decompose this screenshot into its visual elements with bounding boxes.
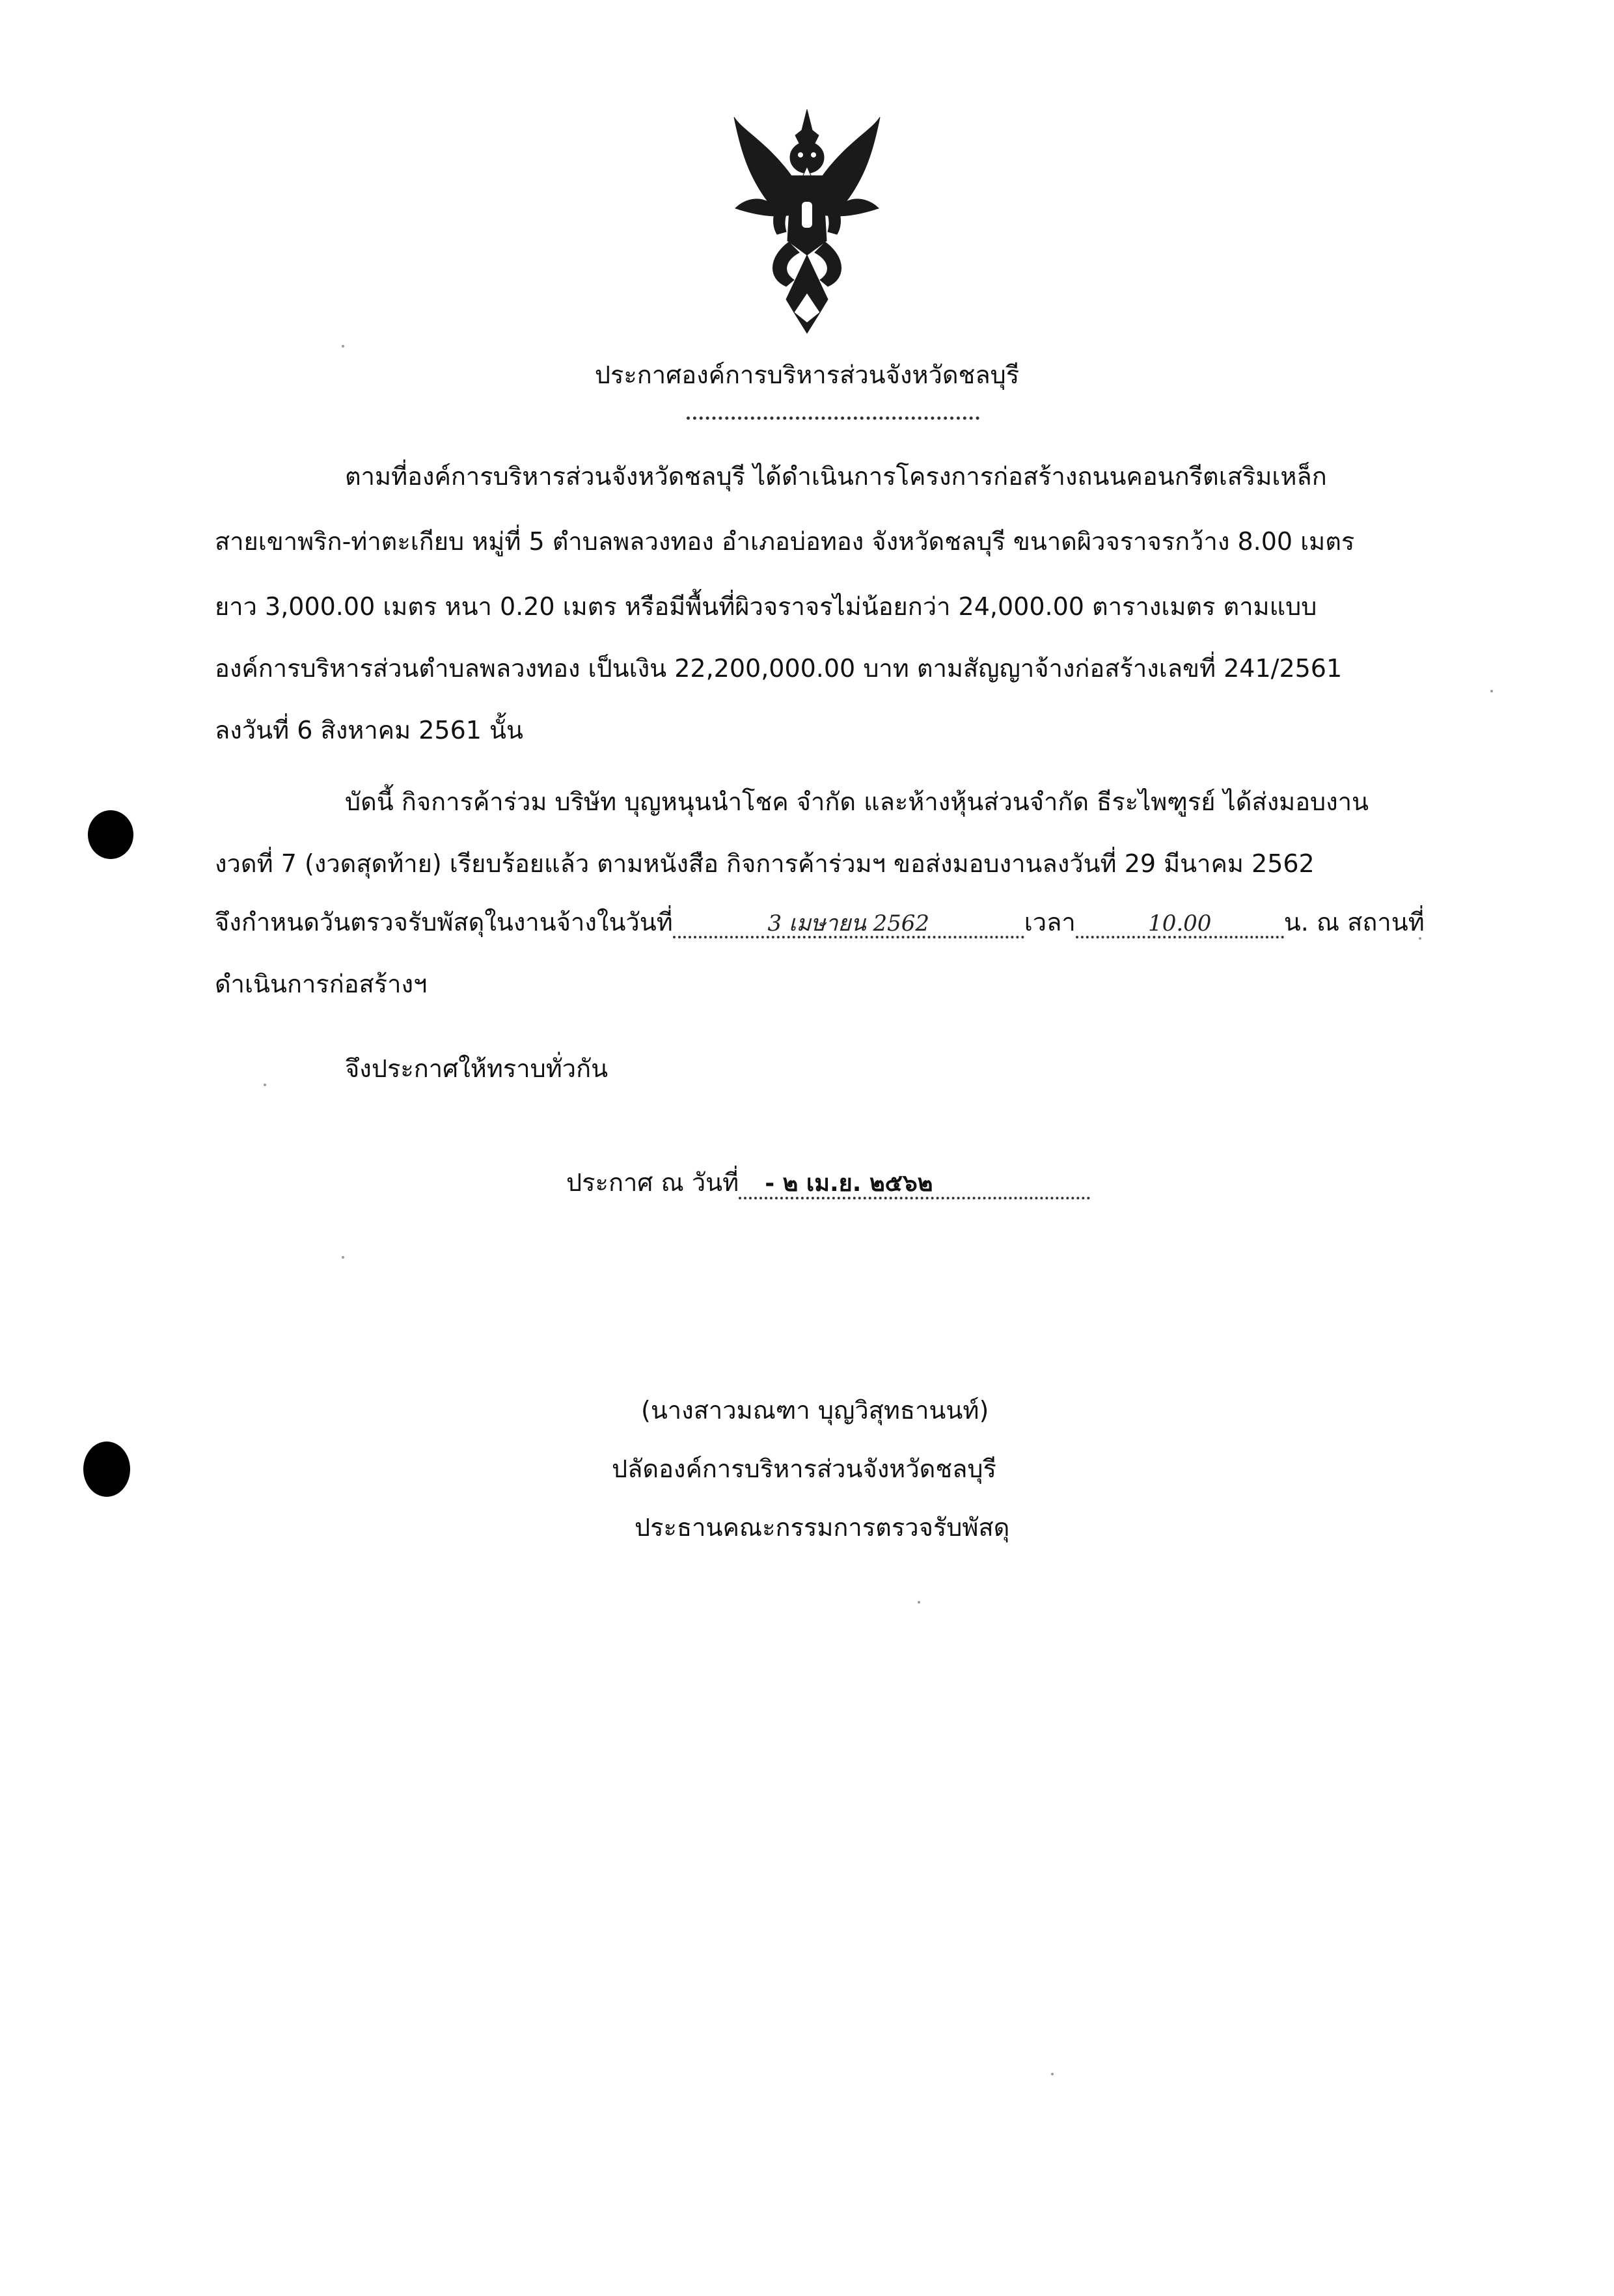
announce-date-stamp: - ๒ เม.ย. ๒๕๖๒ [739, 1171, 1090, 1199]
punch-hole-lower [83, 1442, 130, 1497]
scan-speck [918, 1601, 920, 1604]
inspection-line [215, 908, 1425, 938]
paragraph1-line1: ตามที่องค์การบริหารส่วนจังหวัดชลบุรี ได้ดำเนินการโครงการก่อสร้างถนนคอนกรีตเสริมเหล็ก [345, 462, 1327, 491]
inspection-continuation: ดำเนินการก่อสร้างฯ [215, 970, 428, 998]
scan-speck [1051, 2073, 1054, 2075]
garuda-emblem-icon [729, 104, 885, 338]
scan-speck [342, 345, 344, 348]
paragraph1-line3: ยาว 3,000.00 เมตร หนา 0.20 เมตร หรือมีพื้นที่ผิวจราจรไม่น้อยกว่า 24,000.00 ตารางเมตร ตามแบบ [215, 592, 1317, 621]
inspection-suffix: น. ณ สถานที่ [1283, 908, 1425, 936]
inspection-date-handwritten: 3 เมษายน 2562 [673, 912, 1024, 938]
signatory-name: (นางสาวมณฑา บุญวิสุทธานนท์) [641, 1396, 989, 1425]
paragraph1-line2: สายเขาพริก-ท่าตะเกียบ หมู่ที่ 5 ตำบลพลวงทอง อำเภอบ่อทอง จังหวัดชลบุรี ขนาดผิวจราจรกว้าง 8.00 เมตร [215, 527, 1355, 556]
inspection-time-label: เวลา [1024, 908, 1076, 936]
paragraph1-line5: ลงวันที่ 6 สิงหาคม 2561 นั้น [215, 716, 523, 745]
inspection-prefix: จึงกำหนดวันตรวจรับพัสดุในงานจ้างในวันที่ [215, 908, 673, 936]
scan-speck [1419, 937, 1421, 940]
scan-speck [342, 1256, 344, 1259]
announcement-title: ประกาศองค์การบริหารส่วนจังหวัดชลบุรี [594, 361, 1020, 389]
punch-hole-upper [88, 810, 133, 859]
paragraph2-line2: งวดที่ 7 (งวดสุดท้าย) เรียบร้อยแล้ว ตามหนังสือ กิจการค้าร่วมฯ ขอส่งมอบงานลงวันที่ 29 มีนาคม 2562 [215, 849, 1315, 878]
paragraph2-line1: บัดนี้ กิจการค้าร่วม บริษัท บุญหนุนนำโชค จำกัด และห้างหุ้นส่วนจำกัด ธีระไพฑูรย์ ได้ส่งมอบงาน [345, 787, 1369, 816]
inspection-time-handwritten: 10.00 [1076, 912, 1284, 938]
announce-date-line [566, 1168, 1090, 1199]
signatory-role: ประธานคณะกรรมการตรวจรับพัสดุ [635, 1513, 1010, 1542]
scan-speck [264, 1084, 266, 1086]
paragraph1-line4: องค์การบริหารส่วนตำบลพลวงทอง เป็นเงิน 22,200,000.00 บาท ตามสัญญาจ้างก่อสร้างเลขที่ 241/2561 [215, 654, 1343, 683]
title-dotted-rule [687, 417, 979, 420]
scan-speck [1490, 690, 1493, 692]
signatory-position: ปลัดองค์การบริหารส่วนจังหวัดชลบุรี [612, 1455, 996, 1483]
closing-statement: จึงประกาศให้ทราบทั่วกัน [345, 1054, 609, 1083]
announce-prefix: ประกาศ ณ วันที่ [566, 1168, 739, 1197]
